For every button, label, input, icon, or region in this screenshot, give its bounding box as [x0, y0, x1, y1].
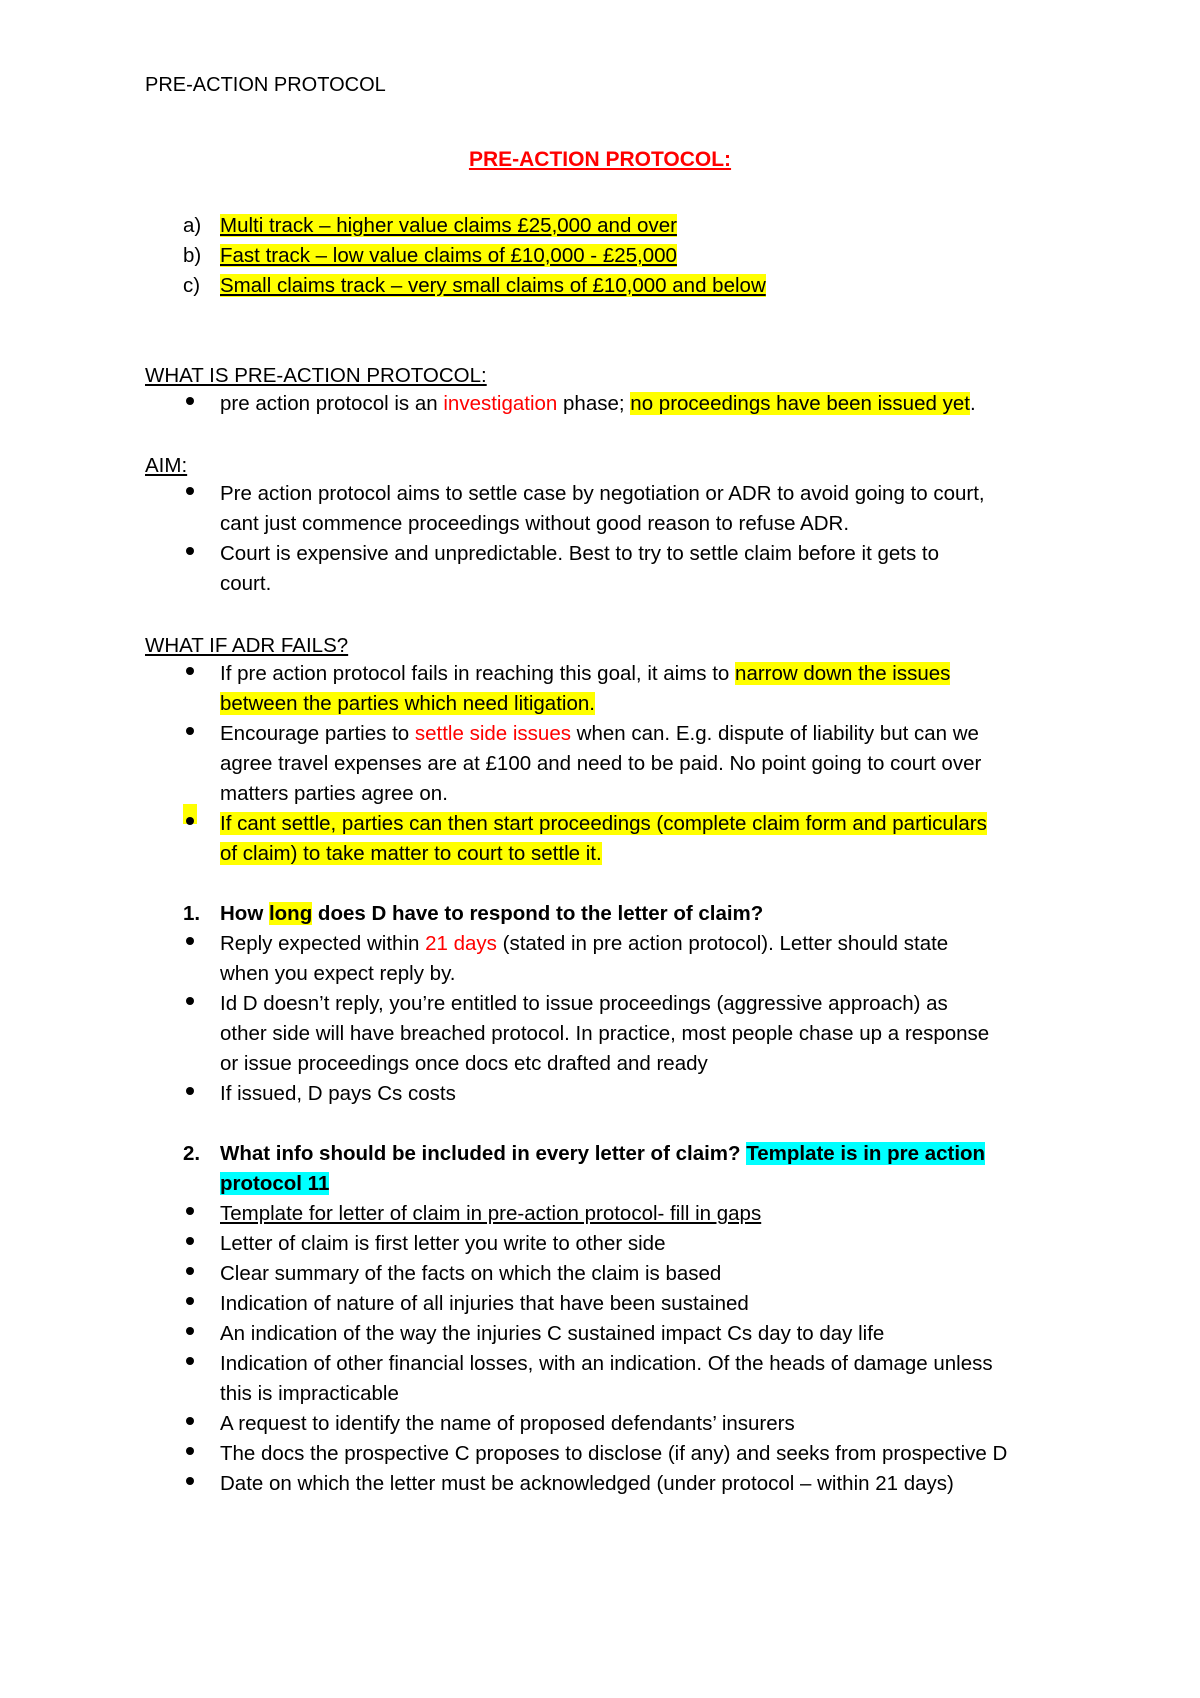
bullet-icon: [186, 817, 194, 825]
list-item: An indication of the way the injuries C sustained impact Cs day to day life: [220, 1322, 885, 1345]
list-item: Letter of claim is first letter you write to other side: [220, 1232, 666, 1255]
list-item: pre action protocol is an investigation phase; no proceedings have been issued yet.: [220, 392, 976, 415]
bullet-icon: [186, 727, 194, 735]
section-heading: AIM:: [145, 454, 188, 477]
bullet-icon: [186, 1267, 194, 1275]
list-item: Pre action protocol aims to settle case by negotiation or ADR to avoid going to court,: [220, 482, 985, 505]
list-marker: a): [183, 214, 202, 237]
list-item: Template for letter of claim in pre-action protocol- fill in gaps: [220, 1202, 762, 1225]
list-marker: b): [183, 244, 202, 267]
list-item: Reply expected within 21 days (stated in pre action protocol). Letter should state: [220, 932, 949, 955]
list-item: Multi track – higher value claims £25,000 and over: [220, 214, 677, 237]
question-number: 2.: [183, 1142, 201, 1165]
list-item-continuation: this is impracticable: [220, 1382, 399, 1405]
list-item-continuation: of claim) to take matter to court to settle it.: [220, 842, 602, 865]
list-item: Indication of nature of all injuries that have been sustained: [220, 1292, 749, 1315]
bullet-icon: [186, 1297, 194, 1305]
list-marker: c): [183, 274, 201, 297]
list-item-continuation: between the parties which need litigation.: [220, 692, 595, 715]
bullet-icon: [186, 1327, 194, 1335]
list-item-continuation: other side will have breached protocol. In practice, most people chase up a response: [220, 1022, 990, 1045]
bullet-icon: [186, 1417, 194, 1425]
question-heading-continuation: protocol 11: [220, 1172, 330, 1195]
list-item-continuation: matters parties agree on.: [220, 782, 448, 805]
bullet-icon: [186, 1207, 194, 1215]
bullet-icon: [186, 997, 194, 1005]
list-item-continuation: agree travel expenses are at £100 and need to be paid. No point going to court over: [220, 752, 982, 775]
list-item-continuation: cant just commence proceedings without good reason to refuse ADR.: [220, 512, 850, 535]
list-item: The docs the prospective C proposes to disclose (if any) and seeks from prospective D: [220, 1442, 1008, 1465]
list-item-continuation: court.: [220, 572, 272, 595]
list-item: Id D doesn’t reply, you’re entitled to issue proceedings (aggressive approach) as: [220, 992, 948, 1015]
list-item: Small claims track – very small claims of £10,000 and below: [220, 274, 766, 297]
list-item: Indication of other financial losses, with an indication. Of the heads of damage unless: [220, 1352, 993, 1375]
bullet-icon: [186, 1087, 194, 1095]
page-header: PRE-ACTION PROTOCOL: [145, 74, 386, 96]
bullet-icon: [186, 1447, 194, 1455]
bullet-icon: [186, 397, 194, 405]
list-item: Fast track – low value claims of £10,000 - £25,000: [220, 244, 677, 267]
list-item: If pre action protocol fails in reaching this goal, it aims to narrow down the issues: [220, 662, 951, 685]
list-item: Date on which the letter must be acknowledged (under protocol – within 21 days): [220, 1472, 954, 1495]
section-heading: WHAT IS PRE-ACTION PROTOCOL:: [145, 364, 487, 387]
list-item: A request to identify the name of proposed defendants’ insurers: [220, 1412, 795, 1435]
bullet-icon: [186, 547, 194, 555]
question-heading: What info should be included in every letter of claim? Template is in pre action: [220, 1142, 986, 1165]
bullet-icon: [186, 1357, 194, 1365]
list-item: If issued, D pays Cs costs: [220, 1082, 456, 1105]
bullet-icon: [186, 937, 194, 945]
bullet-icon: [186, 487, 194, 495]
question-number: 1.: [183, 902, 201, 925]
list-item: Encourage parties to settle side issues when can. E.g. dispute of liability but can we: [220, 722, 979, 745]
bullet-icon: [186, 667, 194, 675]
question-heading: How long does D have to respond to the letter of claim?: [220, 902, 764, 925]
list-item-continuation: or issue proceedings once docs etc drafted and ready: [220, 1052, 708, 1075]
list-item-continuation: when you expect reply by.: [220, 962, 456, 985]
bullet-icon: [186, 1237, 194, 1245]
page-title: PRE-ACTION PROTOCOL:: [468, 148, 732, 171]
bullet-icon: [186, 1477, 194, 1485]
list-item: Court is expensive and unpredictable. Best to try to settle claim before it gets to: [220, 542, 940, 565]
list-item: Clear summary of the facts on which the claim is based: [220, 1262, 722, 1285]
section-heading: WHAT IF ADR FAILS?: [145, 634, 349, 657]
list-item: If cant settle, parties can then start proceedings (complete claim form and particulars: [220, 812, 987, 835]
